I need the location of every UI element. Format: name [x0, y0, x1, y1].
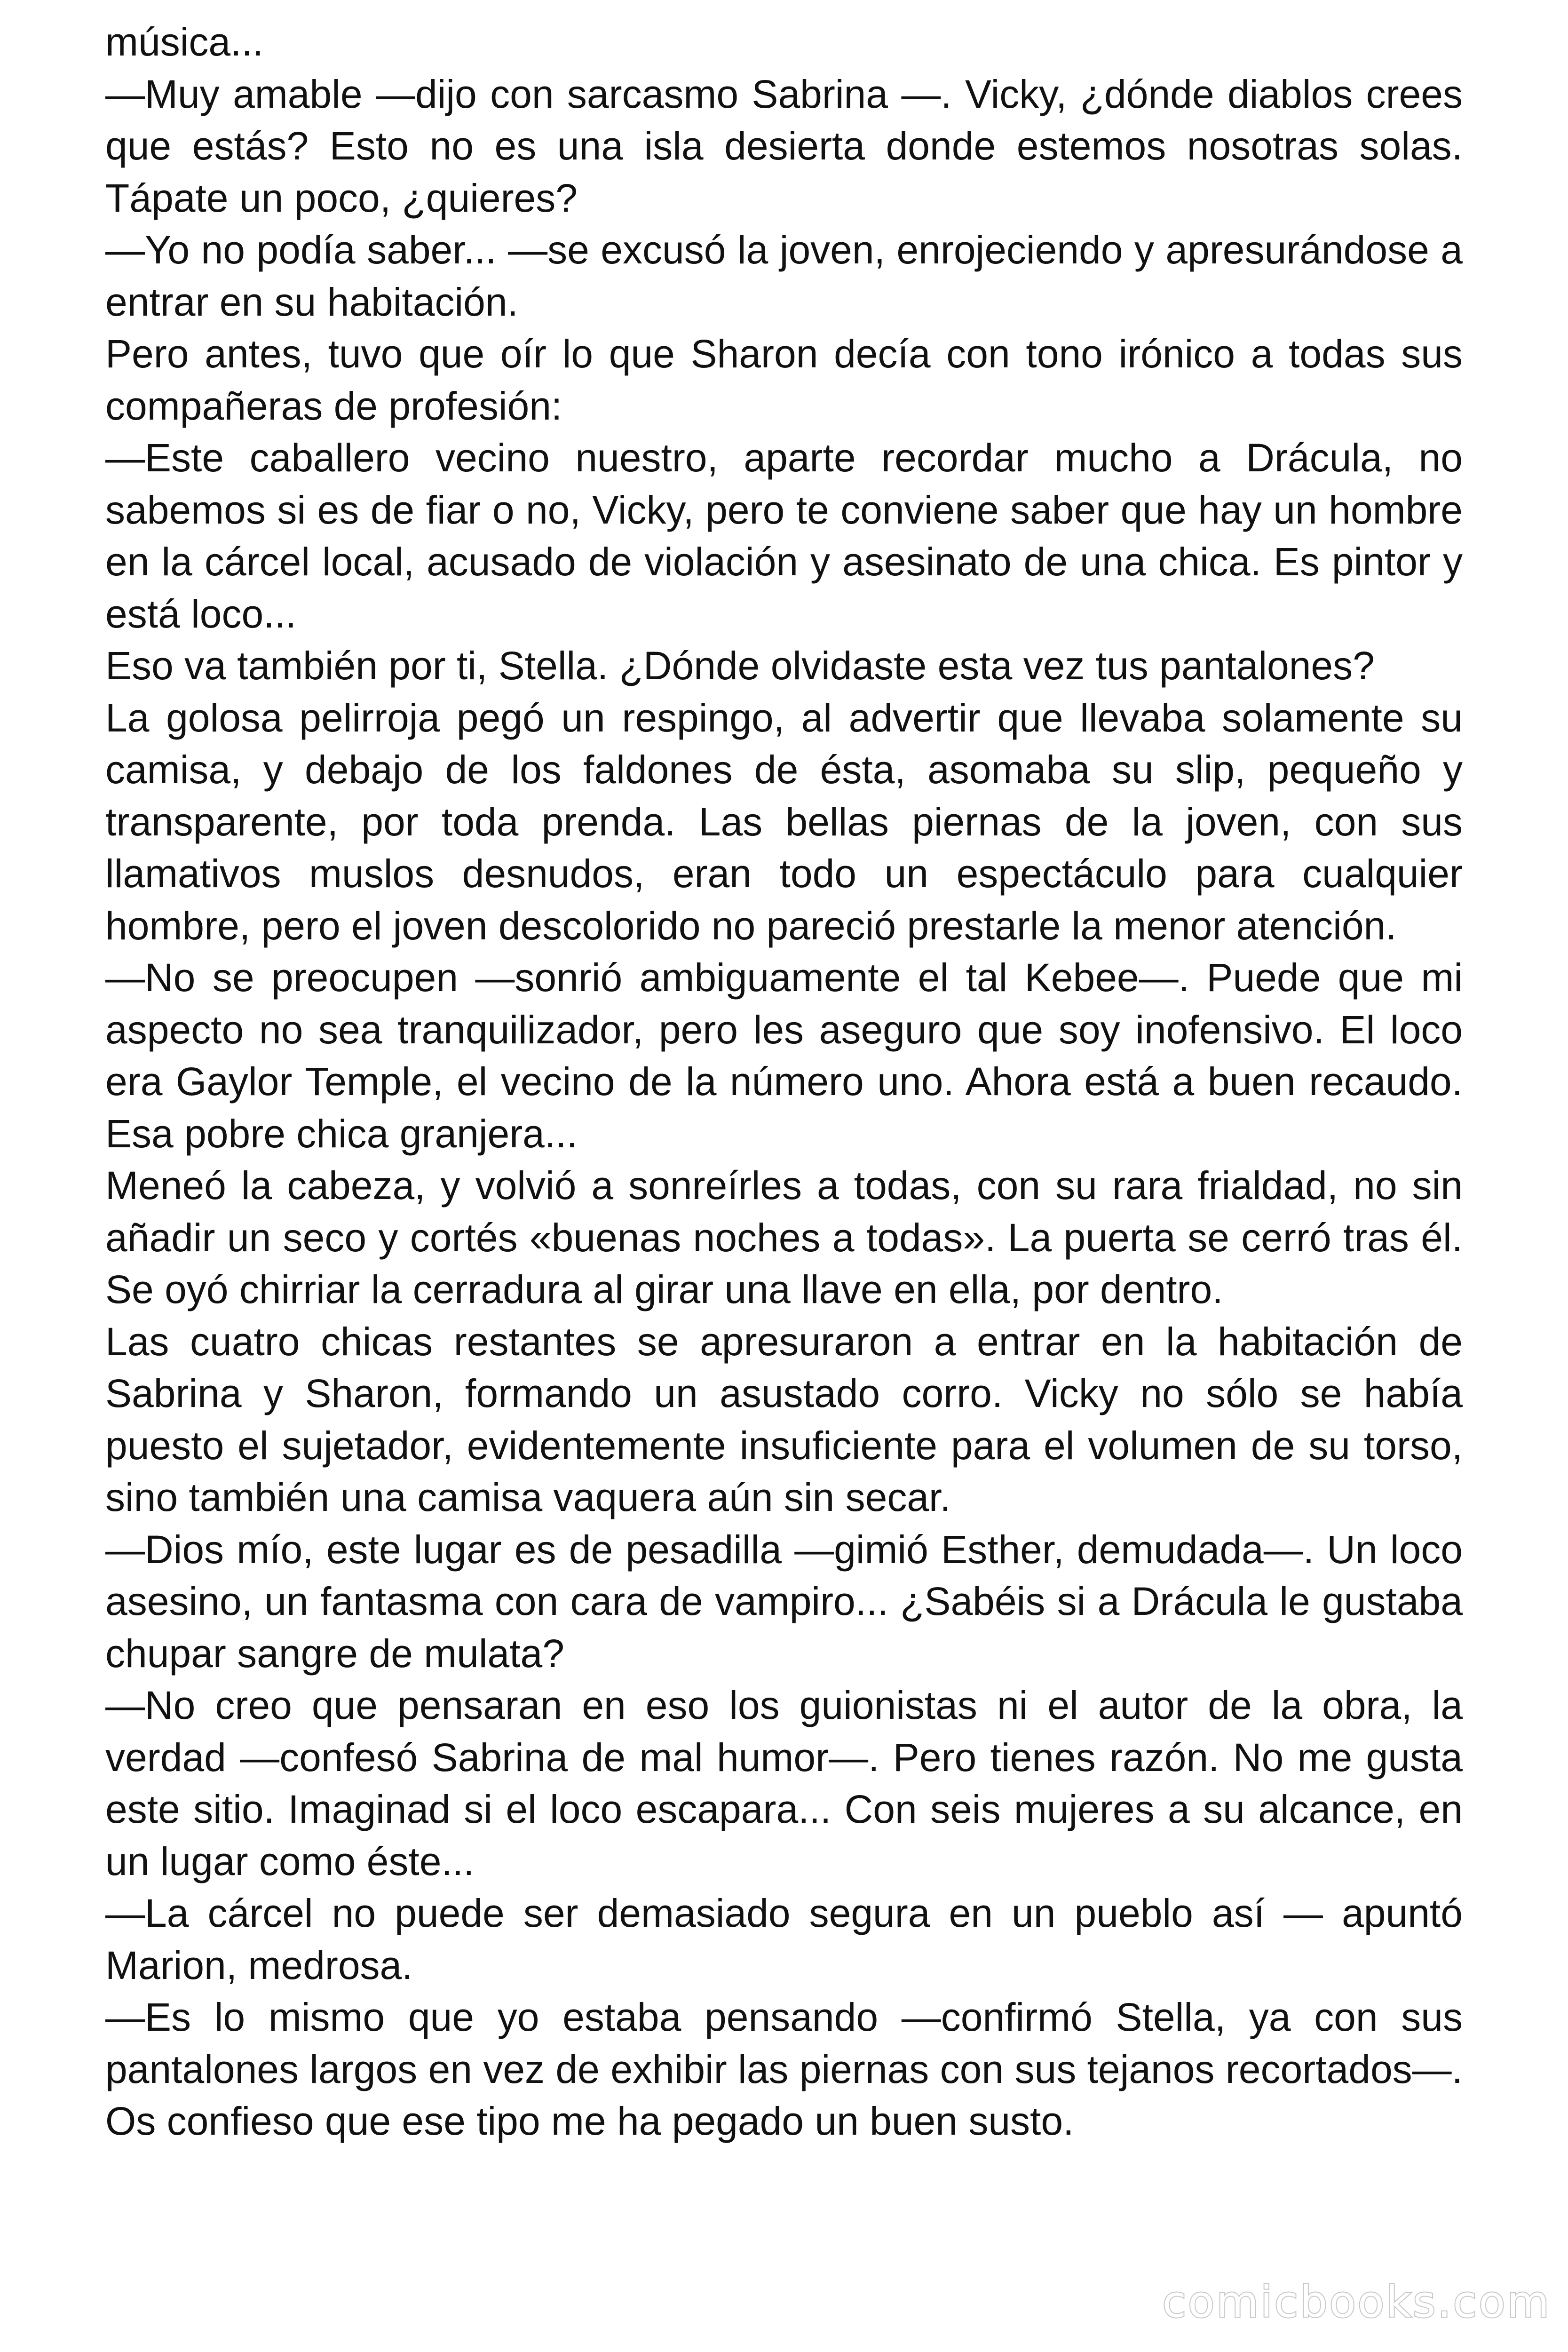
paragraph: —Dios mío, este lugar es de pesadilla —gimió Esther, demudada—. Un loco asesino, un fantasma con cara de vampiro... ¿Sabéis si a Drácula le gustaba chupar sangre de mulata?: [105, 1527, 1463, 1676]
paragraph: —No creo que pensaran en eso los guionistas ni el autor de la obra, la verdad —confesó Sabrina de mal humor—. Pero tienes razón. No me gusta este sitio. Imaginad si el loco escapara... Con seis mujeres a su alcance, en un lugar como éste...: [105, 1683, 1463, 1883]
paragraph: La golosa pelirroja pegó un respingo, al advertir que llevaba solamente su camisa, y debajo de los faldones de ésta, asomaba su slip, pequeño y transparente, por toda prenda. Las bellas piernas de la joven, con sus llamativos muslos desnudos, eran todo un espectáculo para cualquier hombre, pero el joven descolorido no pareció prestarle la menor atención.: [105, 695, 1463, 948]
paragraph: música...: [105, 20, 264, 64]
body-text: [105, 16, 1463, 2147]
paragraph: —Yo no podía saber... —se excusó la joven, enrojeciendo y apresurándose a entrar en su habitación.: [105, 228, 1463, 324]
paragraph: —Muy amable —dijo con sarcasmo Sabrina —. Vicky, ¿dónde diablos crees que estás? Esto no es una isla desierta donde estemos nosotras solas. Tápate un poco, ¿quieres?: [105, 72, 1463, 220]
paragraph: Meneó la cabeza, y volvió a sonreírles a todas, con su rara frialdad, no sin añadir un seco y cortés «buenas noches a todas». La puerta se cerró tras él. Se oyó chirriar la cerradura al girar una llave en ella, por dentro.: [105, 1163, 1463, 1311]
watermark: comicbooks.com: [1162, 2277, 1551, 2327]
paragraph: —Este caballero vecino nuestro, aparte recordar mucho a Drácula, no sabemos si es de fiar o no, Vicky, pero te conviene saber que hay un hombre en la cárcel local, acusado de violación y asesinato de una chica. Es pintor y está loco...: [105, 436, 1463, 636]
paragraph: Eso va también por ti, Stella. ¿Dónde olvidaste esta vez tus pantalones?: [105, 644, 1375, 688]
paragraph: —No se preocupen —sonrió ambiguamente el tal Kebee—. Puede que mi aspecto no sea tranquilizador, pero les aseguro que soy inofensivo. El loco era Gaylor Temple, el vecino de la número uno. Ahora está a buen recaudo. Esa pobre chica granjera...: [105, 955, 1463, 1156]
paragraph: Pero antes, tuvo que oír lo que Sharon decía con tono irónico a todas sus compañeras de profesión:: [105, 332, 1463, 428]
paragraph: Las cuatro chicas restantes se apresuraron a entrar en la habitación de Sabrina y Sharon, formando un asustado corro. Vicky no sólo se había puesto el sujetador, evidentemente insuficiente para el volumen de su torso, sino también una camisa vaquera aún sin secar.: [105, 1319, 1463, 1519]
paragraph: —La cárcel no puede ser demasiado segura en un pueblo así — apuntó Marion, medrosa.: [105, 1891, 1463, 1987]
paragraph: —Es lo mismo que yo estaba pensando —confirmó Stella, ya con sus pantalones largos en vez de exhibir las piernas con sus tejanos recortados—. Os confieso que ese tipo me ha pegado un buen susto.: [105, 1995, 1463, 2143]
